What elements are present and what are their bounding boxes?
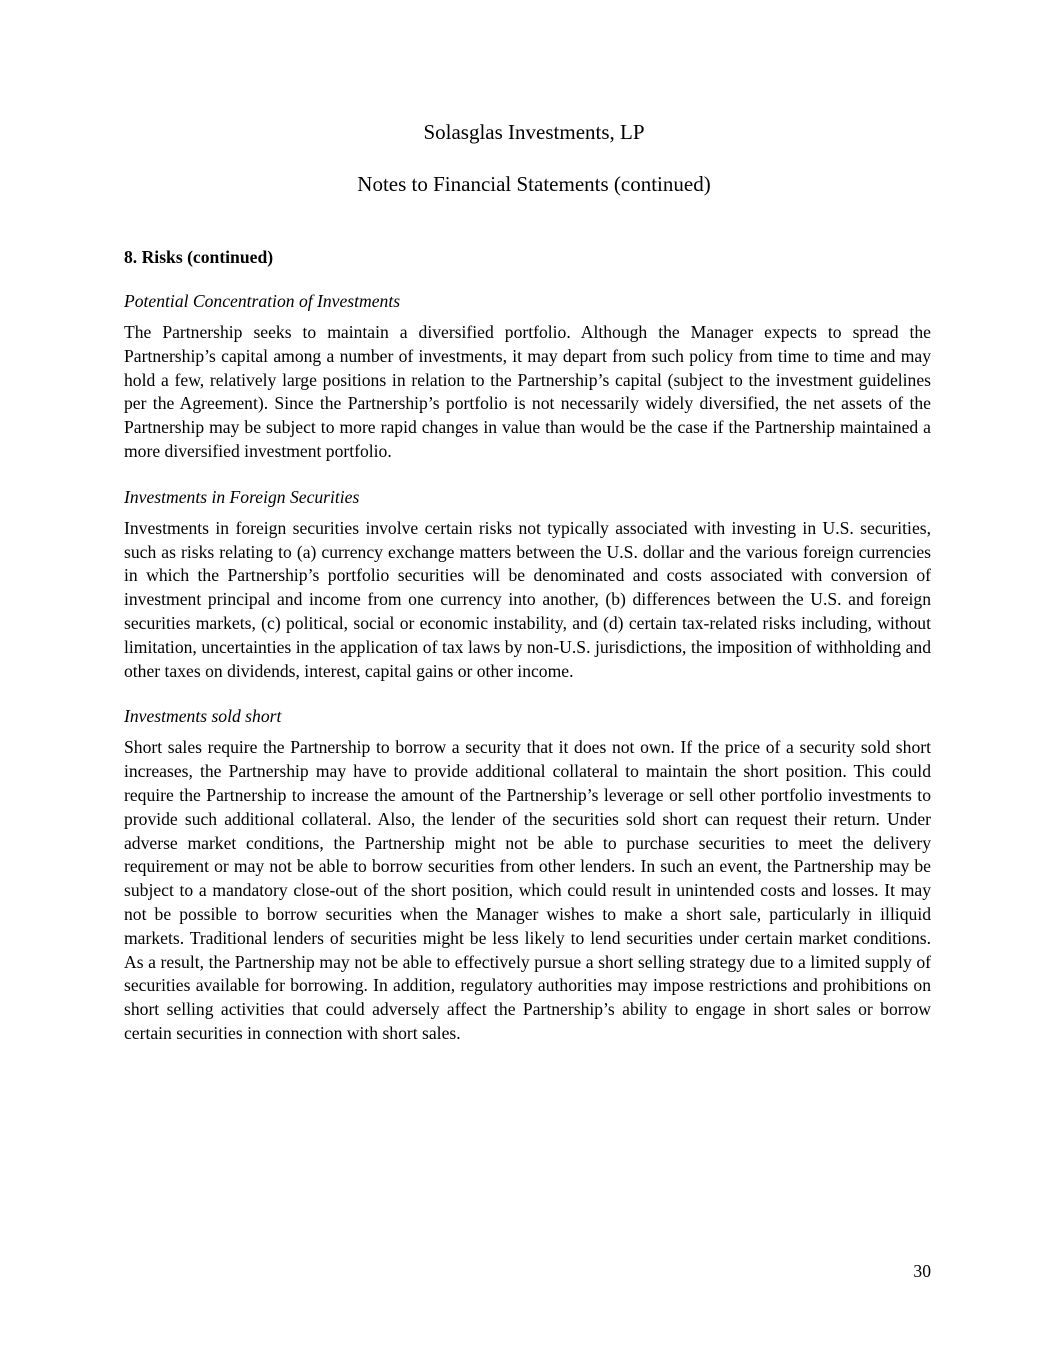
subsection-title-sold-short: Investments sold short (124, 706, 282, 727)
notes-content (124, 245, 931, 1067)
subsection-body-foreign-securities: Investments in foreign securities involve certain risks not typically associated with investing in U.S. securities, such as risks relating to (a) currency exchange matters between the U.S. dollar and the various foreign currencies in which the Partnership’s portfolio securities will be denominated and costs associated with conversion of investment principal and income from one currency into another, (b) differences between the U.S. and foreign securities markets, (c) political, social or economic instability, and (d) certain tax-related risks including, without limitation, uncertainties in the application of tax laws by non-U.S. jurisdictions, the imposition of withholding and other taxes on dividends, interest, capital gains or other income. (124, 517, 931, 681)
page-number: 30 (913, 1261, 931, 1281)
company-title: Solasglas Investments, LP (423, 120, 645, 144)
subsection-title-concentration: Potential Concentration of Investments (124, 291, 401, 311)
subsection-body-sold-short: Short sales require the Partnership to borrow a security that it does not own. If the price of a security sold short increases, the Partnership may have to provide additional collateral to maintain the short position. This could require the Partnership to increase the amount of the Partnership’s leverage or sell other portfolio investments to provide such additional collateral. Also, the lender of the securities sold short can request their return. Under adverse market conditions, the Partnership might not be able to purchase securities to meet the delivery requirement or may not be able to borrow securities from other lenders. In such an event, the Partnership may be subject to a mandatory close-out of the short position, which could result in unintended costs and losses. It may not be possible to borrow securities when the Manager wishes to make a short sale, particularly in illiquid markets. Traditional lenders of securities might be less likely to lend securities under certain market conditions. As a result, the Partnership may not be able to effectively pursue a short selling strategy due to a limited supply of securities available for borrowing. In addition, regulatory authorities may impose restrictions and prohibitions on short selling activities that could adversely affect the Partnership’s ability to engage in short sales or borrow certain securities in connection with short sales. (124, 737, 931, 1043)
document-subtitle: Notes to Financial Statements (continued) (357, 172, 711, 196)
section-heading: 8. Risks (continued) (124, 247, 274, 267)
subsection-body-concentration: The Partnership seeks to maintain a diversified portfolio. Although the Manager expects to spread the Partnership’s capital among a number of investments, it may depart from such policy from time to time and may hold a few, relatively large positions in relation to the Partnership’s capital (subject to the investment guidelines per the Agreement). Since the Partnership’s portfolio is not necessarily widely diversified, the net assets of the Partnership may be subject to more rapid changes in value than would be the case if the Partnership maintained a more diversified investment portfolio. (124, 322, 931, 461)
subsection-title-foreign-securities: Investments in Foreign Securities (124, 486, 360, 507)
